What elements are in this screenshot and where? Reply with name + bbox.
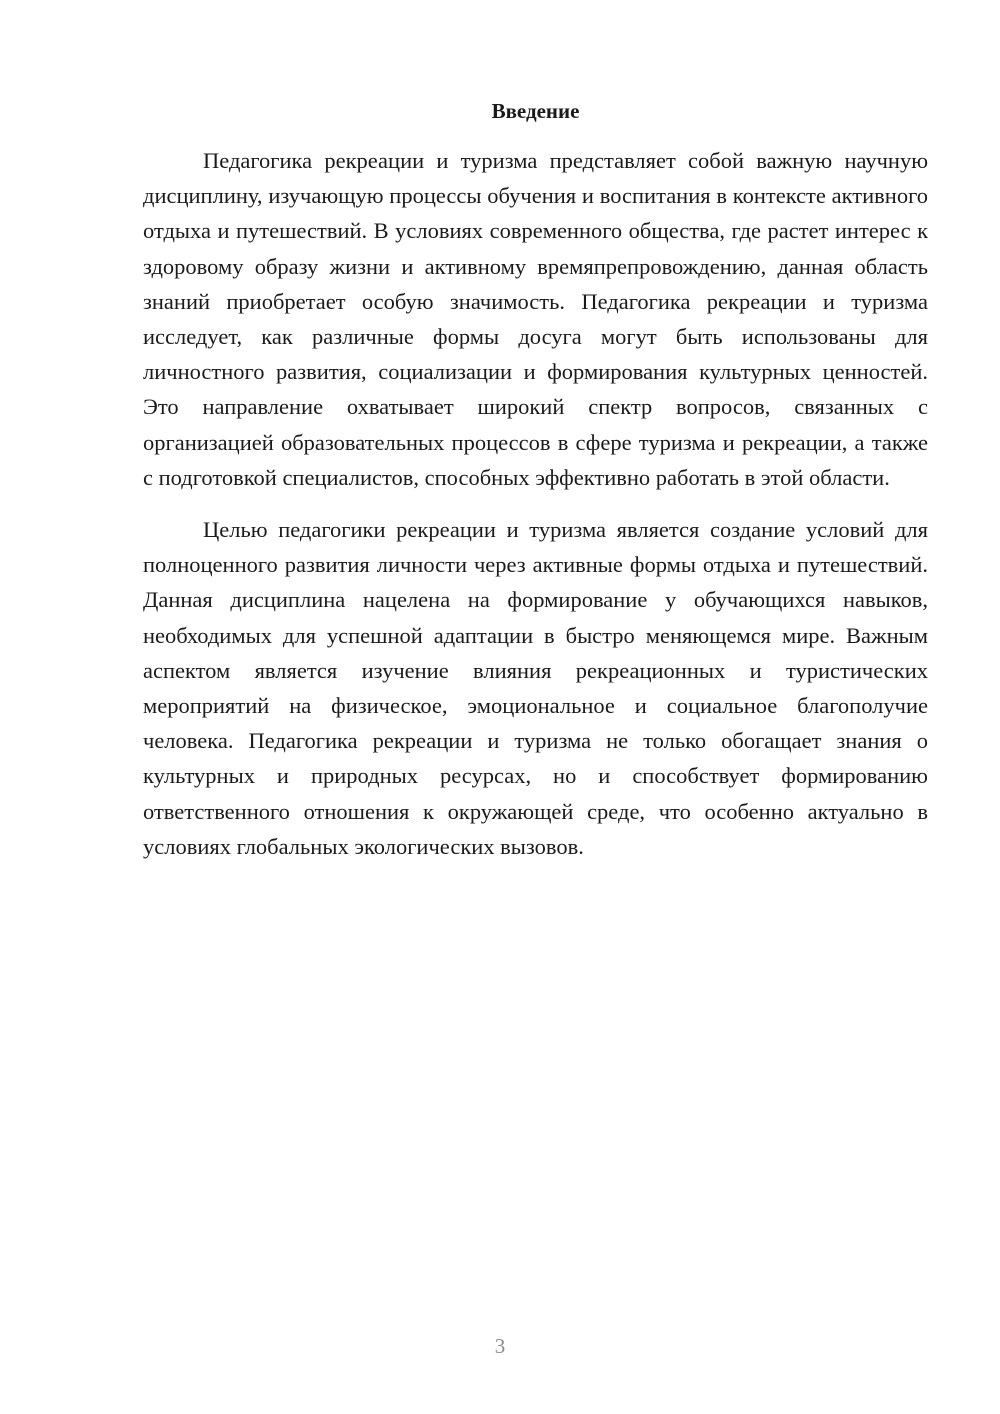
- paragraph-2: Целью педагогики рекреации и туризма является создание условий для полноценного развития личности через активные формы отдыха и путешествий. Данная дисциплина нацелена на формирование у обучающихся навыков, необходимых для успешной адаптации в быстро меняющемся мире. Важным аспектом является изучение влияния рекреационных и туристических мероприятий на физическое, эмоциональное и социальное благополучие человека. Педагогика рекреации и туризма не только обогащает знания о культурных и природных ресурсах, но и способствует формированию ответственного отношения к окружающей среде, что особенно актуально в условиях глобальных экологических вызовов.: [143, 517, 928, 859]
- paragraph-1: Педагогика рекреации и туризма представляет собой важную научную дисциплину, изучающую процессы обучения и воспитания в контексте активного отдыха и путешествий. В условиях современного общества, где растет интерес к здоровому образу жизни и активному времяпрепровождению, данная область знаний приобретает особую значимость. Педагогика рекреации и туризма исследует, как различные формы досуга могут быть использованы для личностного развития, социализации и формирования культурных ценностей. Это направление охватывает широкий спектр вопросов, связанных с организацией образовательных процессов в сфере туризма и рекреации, а также с подготовкой специалистов, способных эффективно работать в этой области.: [143, 148, 928, 490]
- document-body: [143, 143, 928, 864]
- section-heading: Введение: [491, 99, 580, 123]
- page-number: 3: [494, 1334, 506, 1358]
